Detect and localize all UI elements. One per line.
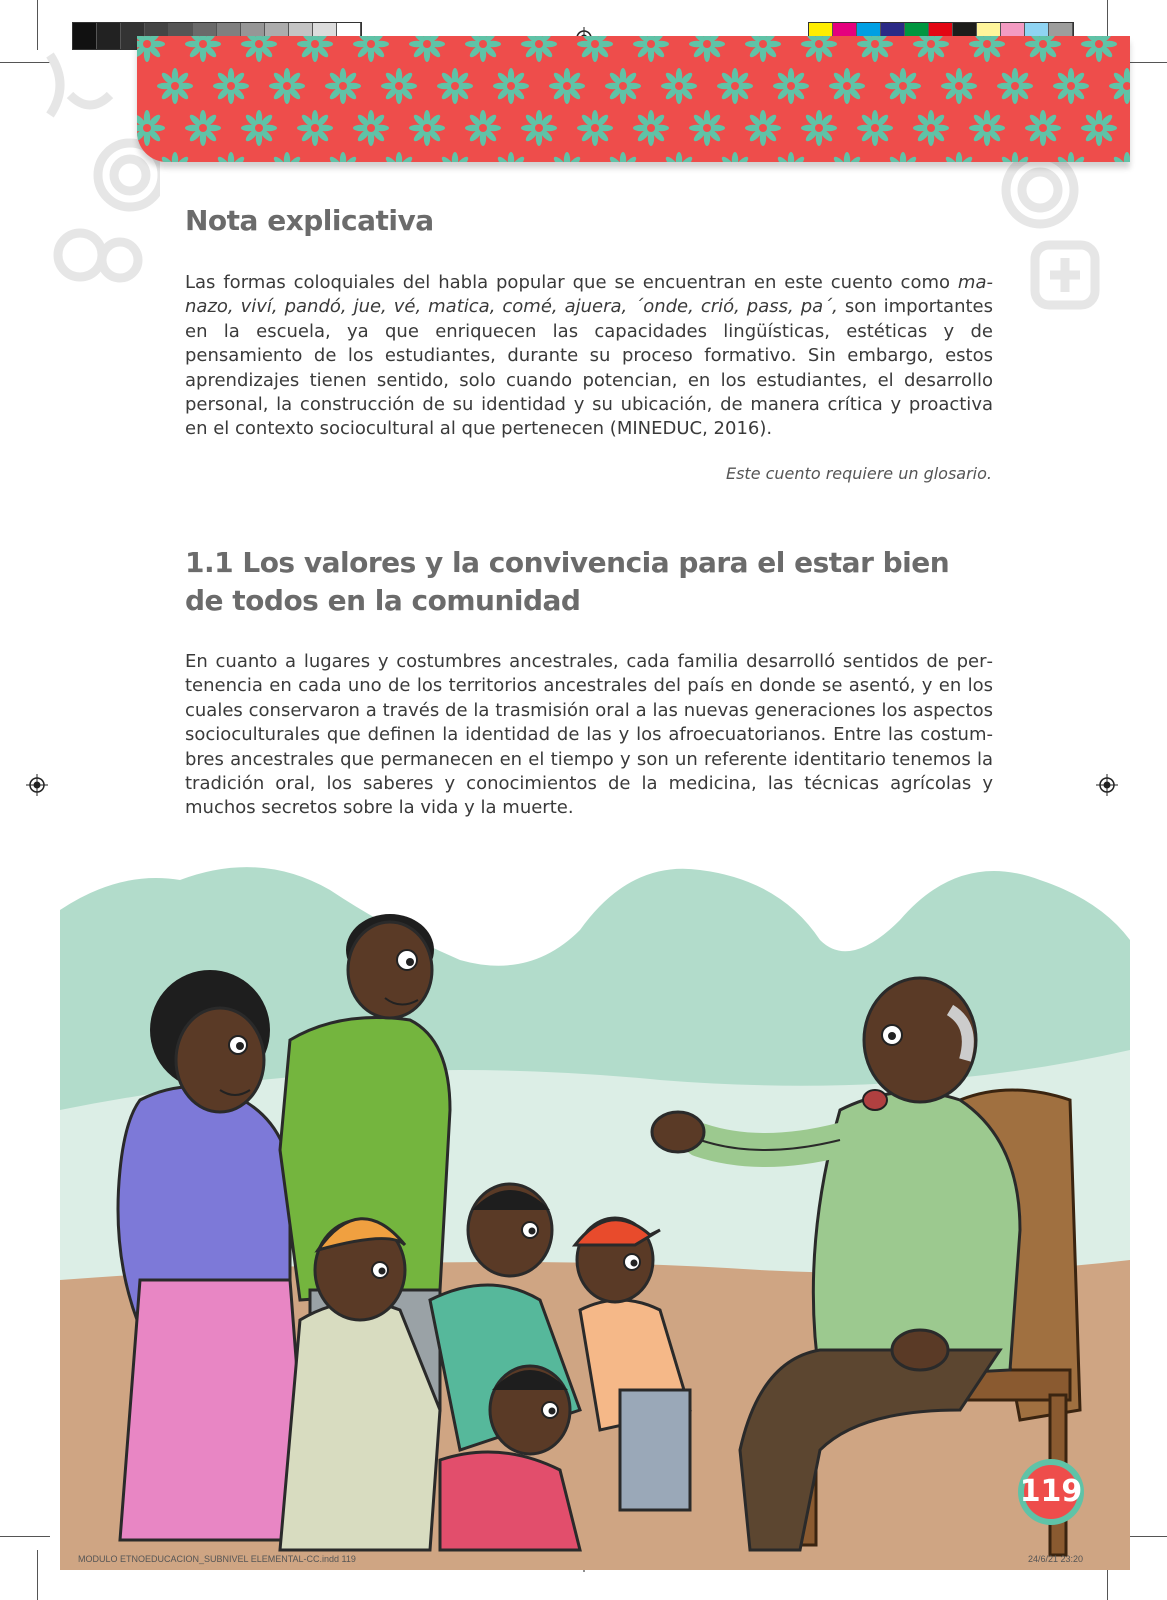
flower-icon: [633, 110, 669, 146]
flower-icon: [269, 68, 305, 104]
flower-icon: [661, 68, 697, 104]
flower-icon: [969, 36, 1005, 62]
colloquial-words: manazo, viví, pandó, jue, vé, matica, comé, ajuera, ´onde, crió, pass, pa´,: [185, 272, 993, 318]
flower-icon: [241, 36, 277, 62]
flower-icon: [1025, 110, 1061, 146]
flower-icon: [465, 110, 501, 146]
flower-icon: [717, 152, 753, 162]
flower-icon: [493, 152, 529, 162]
flower-icon: [605, 68, 641, 104]
flower-icon: [717, 68, 753, 104]
flower-icon: [521, 36, 557, 62]
flower-icon: [137, 36, 165, 62]
flower-icon: [213, 68, 249, 104]
flower-icon: [745, 110, 781, 146]
flower-icon: [997, 68, 1033, 104]
flower-icon: [689, 110, 725, 146]
registration-mark-icon: [1096, 774, 1118, 796]
flower-icon: [1081, 110, 1117, 146]
print-slug-date: 24/6/21 23:20: [1028, 1554, 1084, 1564]
flower-icon: [969, 110, 1005, 146]
flower-icon: [493, 68, 529, 104]
flower-icon: [801, 36, 837, 62]
flower-icon: [745, 36, 781, 62]
flower-icon: [353, 36, 389, 62]
flower-icon: [353, 110, 389, 146]
flower-icon: [885, 152, 921, 162]
note-paragraph-body: son importantes en la escuela, ya que enriquecen las capacidades lingüísticas, estéticas y de pensamiento de los estudiantes, durante su proceso formativo. Sin embargo, estos aprendizajes tienen sentido, solo cuando potencian, en los estudiantes, el desarrollo personal, la construcción de su identidad y su ubicación, de manera crítica y proactiva en el contexto sociocultural al que pertenecen (MINEDUC, 2016).: [185, 296, 993, 440]
flower-icon: [465, 36, 501, 62]
flower-icon: [185, 36, 221, 62]
flower-icon: [941, 152, 977, 162]
storytelling-illustration: [60, 850, 1130, 1570]
flower-icon: [1081, 36, 1117, 62]
flower-icon: [829, 152, 865, 162]
flower-icon: [773, 152, 809, 162]
crop-mark: [0, 1536, 50, 1537]
flower-icon: [549, 152, 585, 162]
flower-icon: [409, 36, 445, 62]
flower-icon: [325, 152, 361, 162]
flower-icon: [381, 68, 417, 104]
flower-icon: [577, 36, 613, 62]
flower-icon: [1109, 68, 1130, 104]
flower-icon: [157, 68, 193, 104]
section-paragraph: En cuanto a lugares y costumbres ancestrales, cada familia desarrolló sentidos de pertenencia en cada uno de los territorios ancestrales del país en donde se asentó, y en los cuales conservaron a través de la trasmisión oral a las nuevas generaciones los aspectos socioculturales que definen la identidad de las y los afroecuatorianos. Entre las costumbres ancestrales que permanecen en el tiempo y son un referente identitario tenemos la tradición oral, los saberes y conocimientos de la medicina, las técnicas agrícolas y muchos secretos sobre la vida y la muerte.: [185, 651, 993, 819]
flower-icon: [185, 110, 221, 146]
flower-icon: [885, 68, 921, 104]
flower-icon: [857, 36, 893, 62]
flower-icon: [297, 36, 333, 62]
flower-icon: [241, 110, 277, 146]
print-slug-file: MODULO ETNOEDUCACION_SUBNIVEL ELEMENTAL-CC.indd 119: [78, 1554, 356, 1564]
flower-icon: [913, 36, 949, 62]
flower-icon: [325, 68, 361, 104]
header-pattern-band: [137, 36, 1130, 162]
flower-icon: [801, 110, 837, 146]
flower-icon: [157, 152, 193, 162]
flower-icon: [437, 152, 473, 162]
flower-icon: [633, 36, 669, 62]
children-group-icon: [280, 1184, 690, 1550]
note-paragraph: [185, 271, 993, 442]
flower-icon: [269, 152, 305, 162]
flower-icon: [773, 68, 809, 104]
flower-icon: [997, 152, 1033, 162]
flower-icon: [137, 110, 165, 146]
flower-icon: [213, 152, 249, 162]
flower-icon: [521, 110, 557, 146]
flower-icon: [605, 152, 641, 162]
flower-icon: [577, 110, 613, 146]
flower-pattern-icon: [137, 36, 1130, 162]
note-title: Nota explicativa: [185, 204, 434, 237]
flower-icon: [297, 110, 333, 146]
flower-icon: [1053, 68, 1089, 104]
flower-icon: [913, 110, 949, 146]
flower-icon: [941, 68, 977, 104]
flower-icon: [1053, 152, 1089, 162]
flower-icon: [829, 68, 865, 104]
flower-icon: [661, 152, 697, 162]
registration-mark-icon: [26, 774, 48, 796]
section-title: 1.1 Los valores y la convivencia para el estar bien de todos en la comunidad: [185, 546, 950, 617]
flower-icon: [1025, 36, 1061, 62]
flower-icon: [381, 152, 417, 162]
flower-icon: [409, 110, 445, 146]
adinkra-swirl-icon: [980, 150, 1110, 330]
flower-icon: [1109, 152, 1130, 162]
note-paragraph-intro: Las formas coloquiales del habla popular que se encuentran en este cuento como: [185, 272, 958, 293]
crop-mark: [37, 0, 38, 50]
crop-mark: [37, 1550, 38, 1600]
flower-icon: [857, 110, 893, 146]
flower-icon: [437, 68, 473, 104]
glossary-note: Este cuento requiere un glosario.: [725, 464, 992, 483]
flower-icon: [689, 36, 725, 62]
page-number: 119: [1019, 1474, 1083, 1509]
flower-icon: [549, 68, 585, 104]
